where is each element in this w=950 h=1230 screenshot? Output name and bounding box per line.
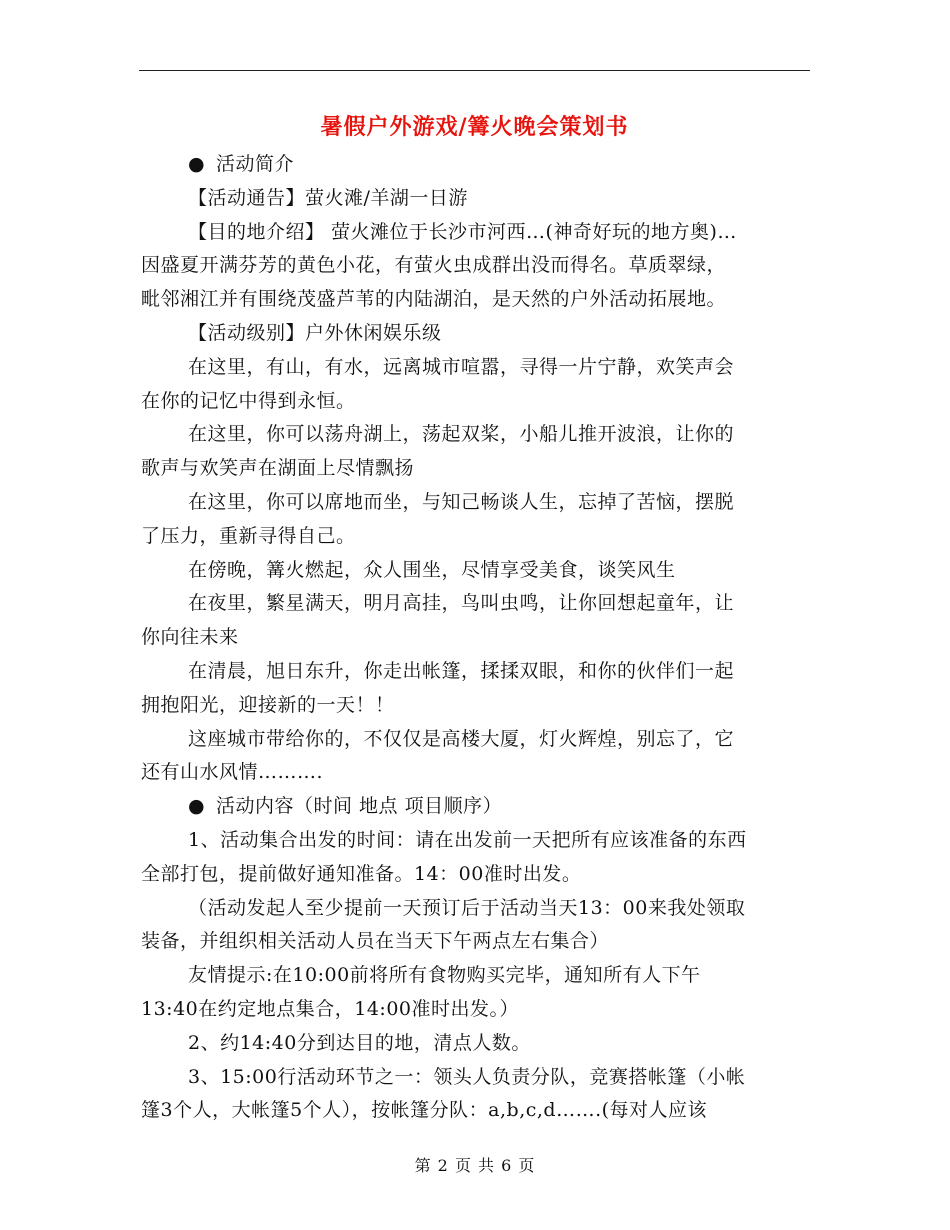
body-line	[141, 182, 809, 216]
body-line	[141, 587, 809, 621]
body-line	[141, 216, 809, 250]
body-line	[141, 418, 809, 452]
line-text: 毗邻湘江并有围绕茂盛芦苇的内陆湖泊，是天然的户外活动拓展地。	[141, 288, 727, 311]
line-text: （活动发起人至少提前一天预订后于活动当天13：00来我处领取	[188, 896, 746, 919]
line-text: 活动内容（时间 地点 项目顺序）	[216, 795, 503, 818]
line-text: 歌声与欢笑声在湖面上尽情飘扬	[141, 457, 415, 480]
line-text: 在清晨，旭日东升，你走出帐篷，揉揉双眼，和你的伙伴们一起	[188, 659, 735, 682]
section-heading	[141, 790, 809, 824]
line-text: 在傍晚，篝火燃起，众人围坐，尽情享受美食，谈笑风生	[188, 558, 676, 581]
body-line	[141, 892, 809, 926]
body-line	[141, 655, 809, 689]
section-heading	[141, 148, 809, 182]
body-line	[141, 283, 809, 317]
line-text: 活动简介	[216, 153, 295, 175]
line-text: 在夜里，繁星满天，明月高挂，鸟叫虫鸣，让你回想起童年，让	[188, 592, 735, 615]
line-text: 1、活动集合出发的时间：请在出发前一天把所有应该准备的东西	[188, 828, 747, 851]
body-line	[141, 993, 809, 1027]
body-line	[141, 723, 809, 757]
line-text: 拥抱阳光，迎接新的一天！！	[141, 693, 395, 716]
body-line	[141, 385, 809, 419]
body-line	[141, 1027, 809, 1061]
line-text: 装备，并组织相关活动人员在当天下午两点左右集合）	[141, 930, 610, 953]
body-line	[141, 554, 809, 588]
line-text: 【目的地介绍】 萤火滩位于长沙市河西…(神奇好玩的地方奥)…	[188, 220, 737, 243]
line-text: 在这里，有山，有水，远离城市喧嚣，寻得一片宁静，欢笑声会	[188, 355, 735, 378]
line-text: 【活动通告】萤火滩/羊湖一日游	[188, 186, 468, 209]
line-text: 在这里，你可以荡舟湖上，荡起双桨，小船儿推开波浪，让你的	[188, 423, 735, 446]
header-rule	[139, 70, 810, 71]
line-text: 13:40在约定地点集合，14:00准时出发。）	[141, 997, 520, 1020]
body-line	[141, 249, 809, 283]
body-line	[141, 452, 809, 486]
body-line	[141, 824, 809, 858]
line-text: 3、15:00行活动环节之一：领头人负责分队，竞赛搭帐篷（小帐	[188, 1065, 746, 1088]
line-text: 这座城市带给你的，不仅仅是高楼大厦，灯火辉煌，别忘了，它	[188, 727, 735, 750]
line-text: 全部打包，提前做好通知准备。14：00准时出发。	[141, 862, 582, 885]
body-line	[141, 520, 809, 554]
body-line	[141, 486, 809, 520]
body-line	[141, 959, 809, 993]
line-text: 友情提示:在10:00前将所有食物购买完毕，通知所有人下午	[188, 964, 701, 987]
body-line	[141, 689, 809, 723]
body-line	[141, 756, 809, 790]
bullet-icon: ●	[188, 795, 206, 818]
line-text: 【活动级别】户外休闲娱乐级	[188, 321, 442, 344]
line-text: 在这里，你可以席地而坐，与知己畅谈人生，忘掉了苦恼，摆脱	[188, 490, 735, 513]
line-text: 在你的记忆中得到永恒。	[141, 389, 356, 412]
body-line	[141, 1094, 809, 1128]
line-text: 你向往未来	[141, 626, 239, 649]
body-line	[141, 925, 809, 959]
document-body	[141, 148, 809, 1128]
line-text: 2、约14:40分到达目的地，清点人数。	[188, 1031, 531, 1054]
body-line	[141, 1061, 809, 1095]
line-text: 因盛夏开满芬芳的黄色小花，有萤火虫成群出没而得名。草质翠绿，	[141, 254, 727, 277]
line-text: 了压力，重新寻得自己。	[141, 524, 356, 547]
bullet-icon: ●	[188, 153, 206, 175]
page-footer: 第 2 页 共 6 页	[414, 1156, 536, 1175]
line-text: 篷3个人，大帐篷5个人），按帐篷分队：a,b,c,d…….(每对人应该	[141, 1099, 708, 1122]
body-line	[141, 351, 809, 385]
body-line	[141, 621, 809, 655]
body-line	[141, 858, 809, 892]
document-title: 暑假户外游戏/篝火晚会策划书	[320, 114, 629, 140]
body-line	[141, 317, 809, 351]
line-text: 还有山水风情……….	[141, 761, 324, 784]
